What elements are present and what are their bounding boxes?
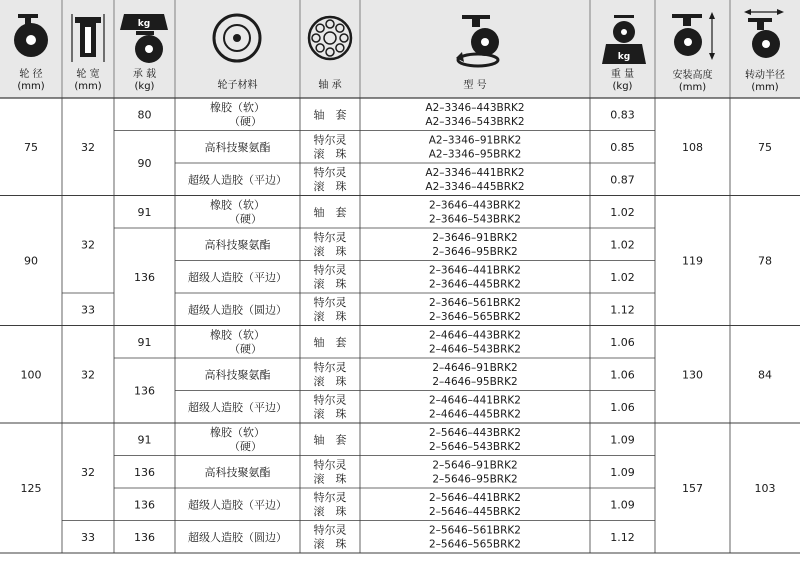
model-number: 2–5646–441BRK2: [428, 492, 522, 504]
bearing-cell: 特尔灵: [313, 491, 347, 504]
wheel-width-cell: 32: [81, 465, 95, 479]
mount-height-cell: 130: [682, 368, 703, 382]
model-number: 2–5646–543BRK2: [428, 441, 522, 453]
header-weight: 重 量: [610, 69, 635, 80]
weight-cell: 1.06: [610, 335, 635, 349]
material-cell: 橡胶（软）: [210, 328, 265, 342]
material-cell: 橡胶（软）: [210, 101, 265, 114]
bearing-cell: 特尔灵: [313, 296, 347, 309]
load-cell: 90: [137, 157, 152, 170]
model-number: 2–3646–543BRK2: [428, 213, 522, 226]
model-number: 2–5646–445BRK2: [428, 506, 522, 518]
header-wheel-diameter-unit: (mm): [17, 81, 45, 92]
bearing-cell-line2: 滚 珠: [313, 147, 347, 161]
material-cell: 超级人造胶（平边）: [188, 173, 287, 187]
load-cell: 91: [137, 205, 152, 219]
model-number: 2–5646–91BRK2: [432, 459, 518, 472]
model-number: 2–3646–91BRK2: [432, 232, 518, 244]
bearing-cell-line2: 滚 珠: [313, 407, 347, 421]
bearing-cell-line2: 滚 珠: [313, 375, 347, 388]
header-model: 型 号: [463, 80, 487, 91]
header-mount-height: 安装高度: [672, 70, 713, 81]
wheel-width-cell: 32: [81, 140, 95, 154]
model-number: 2–3646–565BRK2: [428, 311, 522, 323]
header-material: 轮子材料: [217, 80, 258, 91]
load-cell: 136: [134, 465, 155, 479]
model-number: 2–3646–95BRK2: [432, 246, 518, 258]
material-cell: 超级人造胶（圆边）: [188, 303, 287, 317]
wheel-diameter-cell: 90: [24, 254, 38, 268]
header-wheel-width-unit: (mm): [74, 81, 102, 92]
model-number: A2–3346–543BRK2: [425, 116, 525, 128]
material-cell: 高科技聚氨酯: [204, 465, 271, 479]
bearing-cell: 特尔灵: [313, 393, 347, 407]
model-number: 2–3646–561BRK2: [428, 297, 522, 309]
swivel-radius-cell: 103: [754, 482, 776, 495]
model-number: A2–3346–91BRK2: [428, 134, 522, 147]
wheel-diameter-cell: 75: [24, 140, 38, 154]
bearing-cell-line2: 滚 珠: [313, 180, 347, 193]
wheel-diameter-cell: 100: [20, 368, 42, 382]
bearing-cell: 轴 套: [313, 335, 347, 349]
material-cell: 橡胶（软）: [210, 426, 265, 439]
bearing-cell: 轴 套: [313, 205, 347, 219]
model-number: 2–3646–445BRK2: [428, 278, 522, 291]
header-wheel-width: 轮 宽: [76, 69, 100, 80]
model-number: A2–3346–441BRK2: [425, 167, 525, 179]
weight-cell: 1.06: [610, 368, 635, 382]
weight-cell: 1.12: [610, 303, 635, 317]
model-number: 2–4646–445BRK2: [428, 408, 522, 421]
load-cell: 80: [137, 108, 152, 122]
model-number: 2–3646–443BRK2: [428, 199, 522, 212]
header-mount-height-unit: (mm): [678, 82, 707, 93]
model-number: 2–5646–565BRK2: [428, 538, 522, 551]
material-cell: 超级人造胶（平边）: [188, 270, 287, 284]
bearing-cell: 轴 套: [313, 108, 347, 122]
model-number: 2–4646–441BRK2: [428, 394, 522, 407]
weight-cell: 0.83: [610, 108, 635, 122]
material-cell: 高科技聚氨酯: [204, 238, 271, 252]
bearing-cell-line2: 滚 珠: [313, 310, 347, 323]
wheel-width-cell: 33: [81, 303, 95, 317]
material-cell: 高科技聚氨酯: [204, 368, 271, 382]
bearing-cell: 特尔灵: [313, 458, 347, 472]
material-cell-line2: （硬）: [229, 115, 262, 128]
material-cell-line2: （硬）: [229, 342, 262, 356]
material-cell: 超级人造胶（平边）: [188, 400, 287, 414]
weight-cell: 1.09: [610, 465, 635, 479]
model-number: A2–3346–95BRK2: [428, 148, 522, 161]
load-kg-label: kg: [137, 19, 151, 29]
bearing-cell-line2: 滚 珠: [313, 245, 347, 258]
header-swivel-radius: 转动半径: [745, 70, 785, 81]
bearing-cell: 特尔灵: [313, 263, 347, 277]
model-number: 2–5646–443BRK2: [428, 427, 522, 439]
material-cell: 高科技聚氨酯: [204, 140, 271, 154]
weight-cell: 1.02: [610, 238, 635, 252]
wheel-width-cell: 33: [81, 530, 95, 544]
model-number: 2–4646–91BRK2: [432, 362, 518, 374]
bearing-cell: 轴 套: [313, 433, 347, 447]
bearing-cell: 特尔灵: [313, 166, 347, 179]
weight-cell: 0.85: [610, 140, 635, 154]
material-cell-line2: （硬）: [229, 212, 262, 226]
model-number: 2–4646–543BRK2: [428, 343, 522, 356]
weight-cell: 1.09: [610, 498, 635, 512]
bearing-cell-line2: 滚 珠: [313, 277, 347, 291]
material-cell: 橡胶（软）: [210, 198, 265, 212]
material-cell: 超级人造胶（平边）: [188, 498, 287, 512]
swivel-radius-cell: 84: [758, 368, 772, 382]
bearing-cell-line2: 滚 珠: [313, 537, 347, 551]
header-load-unit: (kg): [134, 81, 155, 92]
model-number: 2–3646–441BRK2: [428, 264, 522, 277]
swivel-radius-cell: 78: [758, 254, 772, 268]
load-cell: 136: [134, 384, 155, 398]
weight-cell: 1.12: [610, 530, 635, 544]
material-cell-line2: （硬）: [229, 440, 262, 453]
wheel-width-cell: 32: [81, 368, 95, 382]
weight-cell: 0.87: [610, 173, 635, 187]
weight-cell: 1.06: [610, 400, 635, 414]
model-number: A2–3346–443BRK2: [425, 102, 525, 114]
wheel-diameter-cell: 125: [20, 482, 42, 495]
weight-cell: 1.02: [610, 205, 635, 219]
bearing-cell: 特尔灵: [313, 361, 347, 374]
model-number: 2–4646–443BRK2: [428, 329, 522, 342]
load-cell: 136: [134, 270, 155, 284]
bearing-cell-line2: 滚 珠: [313, 505, 347, 518]
load-cell: 136: [134, 498, 155, 512]
material-cell: 超级人造胶（圆边）: [188, 530, 287, 544]
model-number: 2–5646–95BRK2: [432, 473, 518, 486]
model-number: 2–4646–95BRK2: [432, 376, 518, 388]
mount-height-cell: 119: [682, 254, 703, 268]
weight-kg-label: kg: [617, 52, 631, 62]
model-number: A2–3346–445BRK2: [425, 181, 525, 193]
weight-cell: 1.02: [610, 270, 635, 284]
bearing-cell: 特尔灵: [313, 133, 347, 147]
load-cell: 91: [137, 335, 152, 349]
swivel-radius-cell: 75: [758, 140, 772, 154]
load-cell: 136: [134, 530, 155, 544]
weight-cell: 1.09: [610, 433, 635, 447]
bearing-cell-line2: 滚 珠: [313, 472, 347, 486]
header-weight-unit: (kg): [612, 81, 633, 92]
model-number: 2–5646–561BRK2: [428, 524, 522, 537]
mount-height-cell: 108: [682, 140, 703, 154]
bearing-cell: 特尔灵: [313, 523, 347, 537]
wheel-width-cell: 32: [81, 238, 95, 252]
mount-height-cell: 157: [682, 482, 703, 495]
header-bearing: 轴 承: [318, 80, 342, 91]
header-wheel-diameter: 轮 径: [19, 69, 43, 80]
load-cell: 91: [137, 433, 152, 447]
bearing-cell: 特尔灵: [313, 231, 347, 244]
header-load: 承 载: [132, 69, 157, 80]
header-swivel-radius-unit: (mm): [751, 82, 779, 93]
